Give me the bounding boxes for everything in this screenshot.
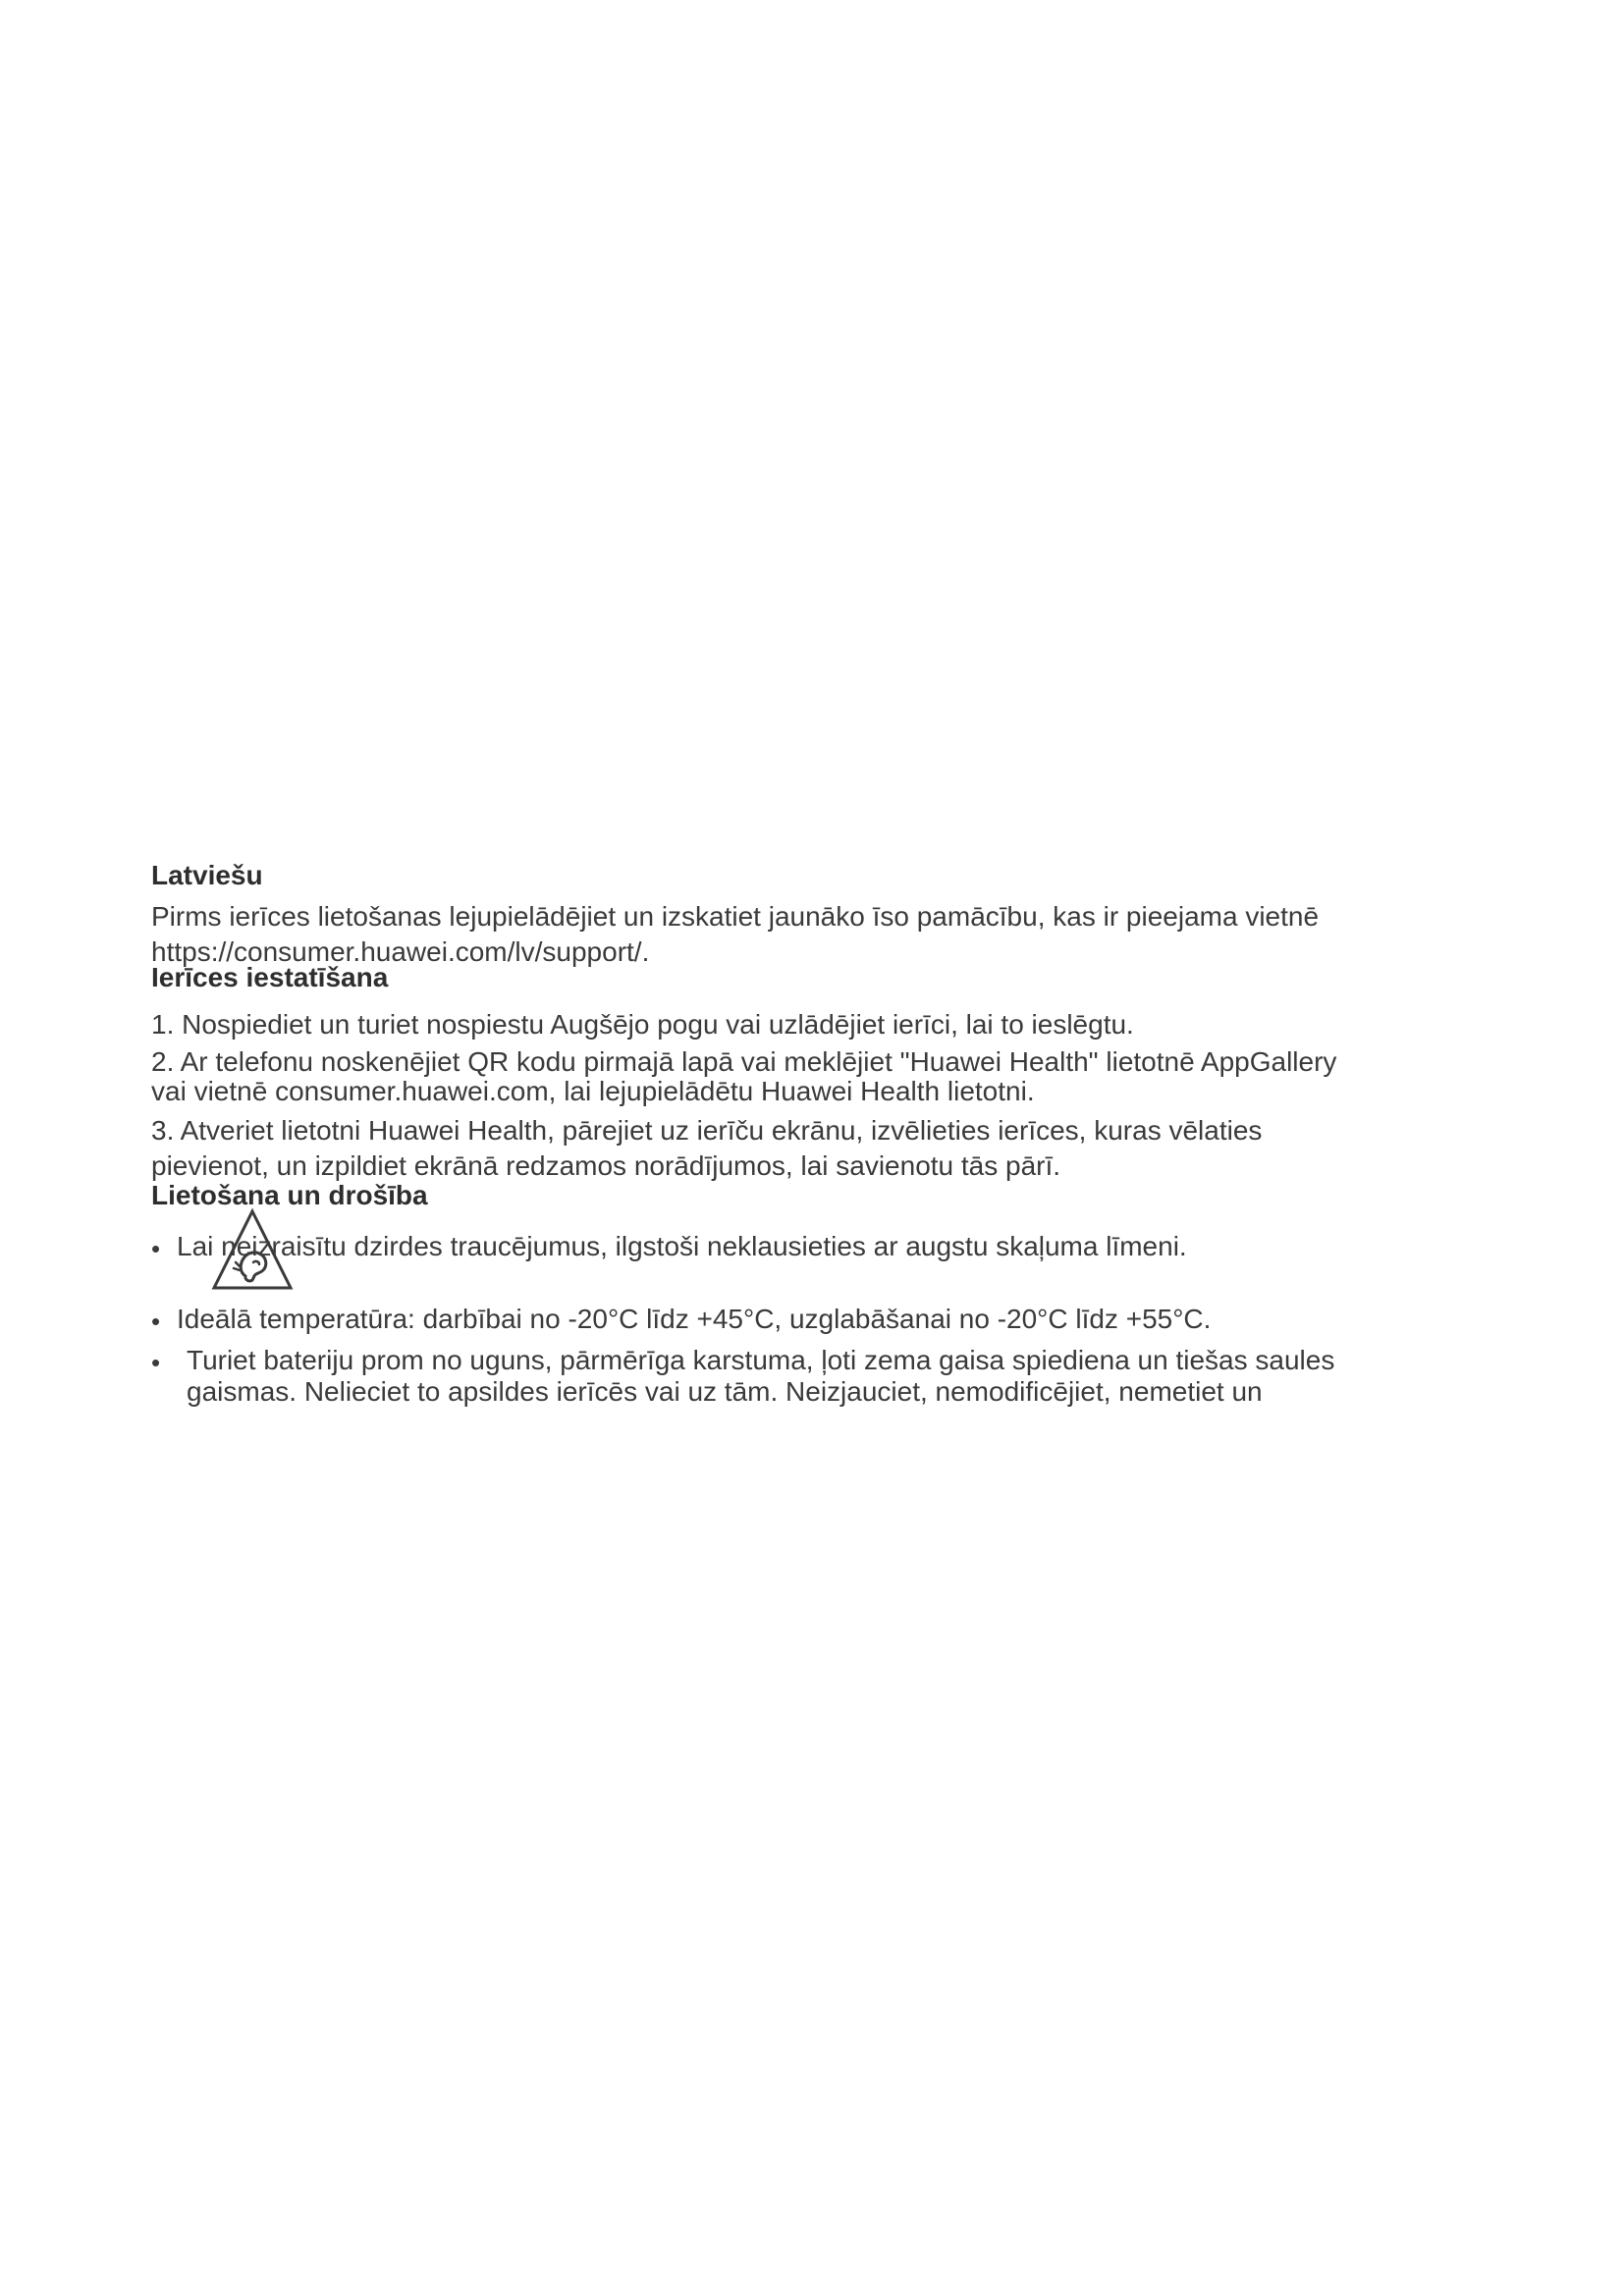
bullet-3: • <box>151 1348 161 1377</box>
safety-item-2: Ideālā temperatūra: darbībai no -20°C līdz +45°C, uzglabāšanai no -20°C līdz +55°C. <box>177 1304 1212 1334</box>
support-link[interactable]: https://consumer.huawei.com/lv/support/. <box>151 936 650 967</box>
safety-item-1: Lai neizraisītu dzirdes traucējumus, ilgstoši neklausieties ar augstu skaļuma līmeni. <box>177 1231 1187 1261</box>
setup-heading: Ierīces iestatīšana <box>151 962 389 992</box>
safety-heading: Lietošana un drošība <box>151 1180 428 1210</box>
safety-item-3: Turiet bateriju prom no uguns, pārmērīga karstuma, ļoti zema gaisa spiediena un tiešas saules <box>187 1345 1335 1375</box>
section-title: Latviešu <box>151 860 263 890</box>
setup-step-3: 3. Atveriet lietotni Huawei Health, pārejiet uz ierīču ekrānu, izvēlieties ierīces, kuras vēlaties <box>151 1115 1263 1146</box>
intro-text: Pirms ierīces lietošanas lejupielādējiet un izskatiet jaunāko īso pamācību, kas ir pieejama vietnē <box>151 901 1320 932</box>
setup-step-2: 2. Ar telefonu noskenējiet QR kodu pirmajā lapā vai meklējiet "Huawei Health" lietotnē AppGallery <box>151 1046 1337 1077</box>
setup-step-1: 1. Nospiediet un turiet nospiestu Augšējo pogu vai uzlādējiet ierīci, lai to ieslēgtu. <box>151 1009 1134 1040</box>
bullet-2: • <box>151 1307 161 1336</box>
safety-item-3-cont: gaismas. Nelieciet to apsildes ierīcēs vai uz tām. Neizjauciet, nemodificējiet, nemetiet un <box>187 1376 1263 1407</box>
setup-step-3-cont: pievienot, un izpildiet ekrānā redzamos norādījumos, lai savienotu tās pārī. <box>151 1150 1061 1181</box>
setup-step-2-cont: vai vietnē consumer.huawei.com, lai lejupielādētu Huawei Health lietotni. <box>151 1076 1035 1106</box>
bullet-1: • <box>151 1234 161 1263</box>
hearing-warning-icon <box>210 1207 295 1292</box>
